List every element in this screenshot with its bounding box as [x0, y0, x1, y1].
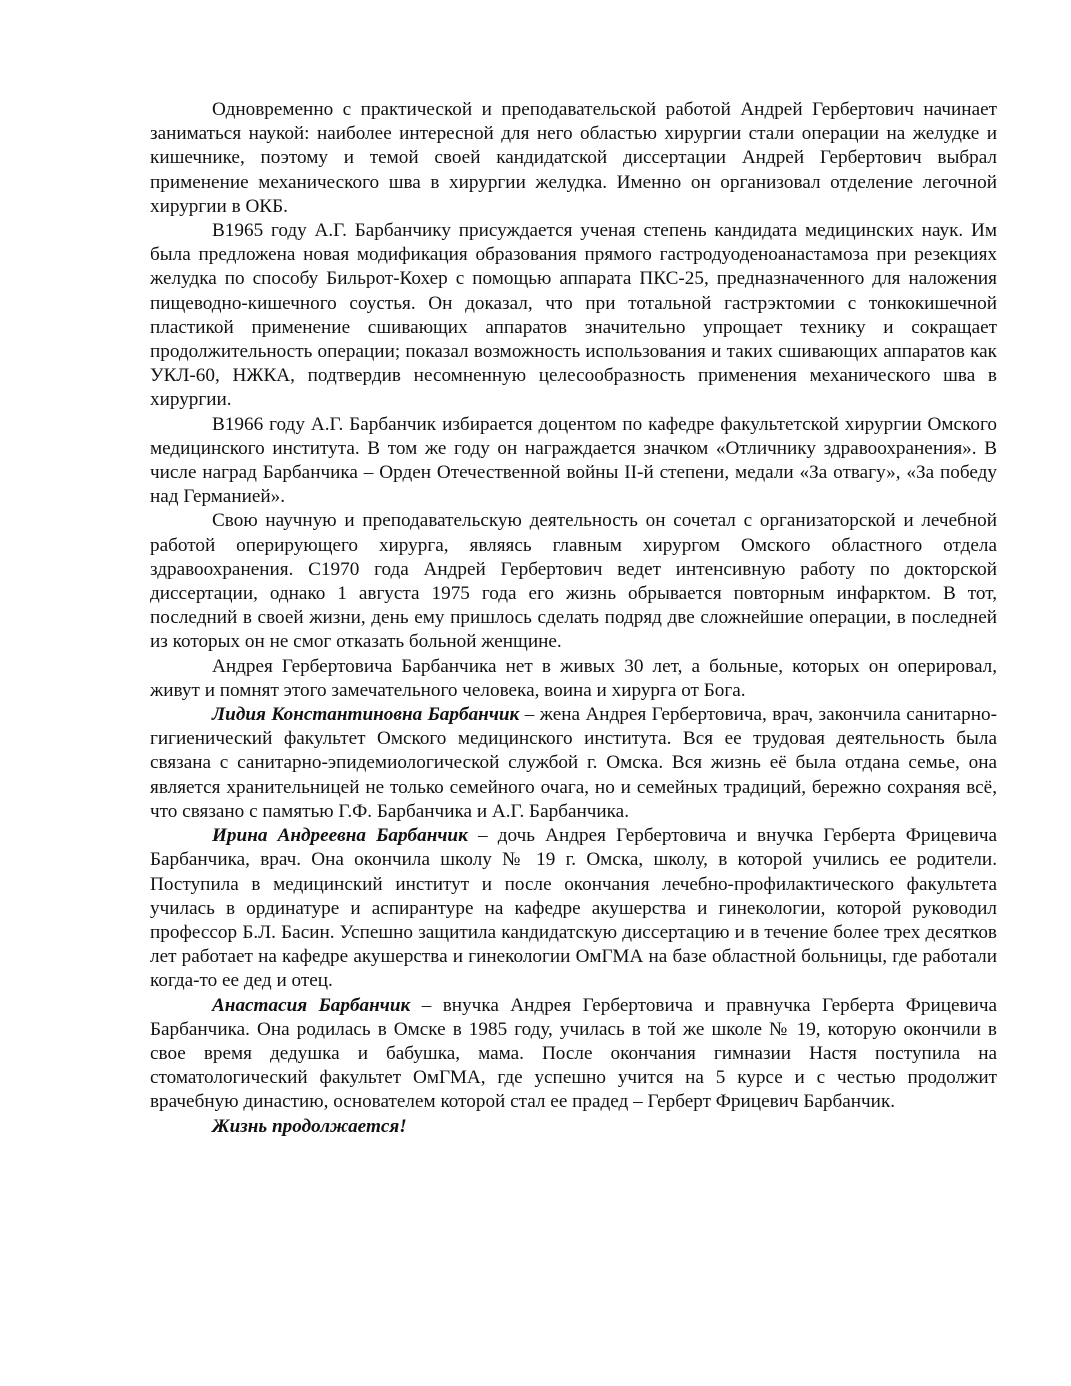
paragraph-lidia-text: – жена Андрея Гербертовича, врач, закончила санитарно-гигиенический факультет Омского медицинского института. Вся ее трудовая деятельность была связана с санитарно-эпидемиологической службой г. Омска. Вся жизнь её была отдана семье, она является хранительницей не только семейного очага, но и семейных традиций, бережно сохраняя всё, что связано с памятью Г.Ф. Барбанчика и А.Г. Барбанчика. — [150, 704, 998, 822]
paragraph-irina-text: – дочь Андрея Гербертовича и внучка Герберта Фрицевича Барбанчика, врач. Она окончила школу № 19 г. Омска, школу, в которой учились ее родители. Поступила в медицинский институт и после окончания лечебно-профилактического факультета училась в ординатуре и аспирантуре на кафедре акушерства и гинекологии, которой руководил профессор Б.Л. Басин. Успешно защитила кандидатскую диссертацию и в течение более трех десятков лет работает на кафедре акушерства и гинекологии ОмГМА на базе областной больницы, где работали когда-то ее дед и отец. — [150, 825, 997, 992]
paragraph-science-start: Одновременно с практической и преподавательской работой Андрей Гербертович начинает заниматься наукой: наиболее интересной для него областью хирургии стали операции на желудке и кишечнике, поэтому и темой своей кандидатской диссертации Андрей Гербертович выбрал применение механического шва в хирургии желудка. Именно он организовал отделение легочной хирургии в ОКБ. — [150, 99, 997, 217]
paragraph-anastasia — [150, 994, 997, 1115]
paragraph-candidate-degree: В1965 году А.Г. Барбанчику присуждается ученая степень кандидата медицинских наук. Им была предложена новая модификация образования прямого гастродуоденоанастамоза при резекциях желудка по способу Бильрот-Кохер с помощью аппарата ПКС-25, предназначенного для наложения пищеводно-кишечного соустья. Он доказал, что при тотальной гастрэктомии с тонкокишечной пластикой применение сшивающих аппаратов значительно упрощает технику и сокращает продолжительность операции; показал возможность использования и таких сшивающих аппаратов как УКЛ-60, НЖКА, подтвердив несомненную целесообразность применения механического шва в хирургии. — [150, 220, 997, 411]
paragraph-docent-awards: В1966 году А.Г. Барбанчик избирается доцентом по кафедре факультетской хирургии Омского медицинского института. В том же году он награждается значком «Отличнику здравоохранения». В числе наград Барбанчика – Орден Отечественной войны II-й степени, медали «За отвагу», «За победу над Германией». — [150, 413, 997, 508]
person-name-lidia: Лидия Константиновна Барбанчик — [212, 704, 520, 726]
paragraph-anastasia-text: – внучка Андрея Гербертовича и правнучка Герберта Фрицевича Барбанчика. Она родилась в Омске в 1985 году, училась в той же школе № 19, которую окончили в свое время дедушка и бабушка, мама. После окончания гимназии Настя поступила на стоматологический факультет ОмГМА, где успешно учится на 5 курсе и с честью продолжит врачебную династию, основателем которой стал ее прадед – Герберт Фрицевич Барбанчик. — [150, 994, 997, 1113]
person-name-irina: Ирина Андреевна Барбанчик — [212, 825, 468, 847]
closing-line: Жизнь продолжается! — [212, 1115, 407, 1137]
paragraph-lidia — [150, 703, 997, 824]
paragraph-doctoral-work: Свою научную и преподавательскую деятельность он сочетал с организаторской и лечебной работой оперирующего хирурга, являясь главным хирургом Омского областного отдела здравоохранения. С1970 года Андрей Гербертович ведет интенсивную работу по докторской диссертации, однако 1 августа 1975 года его жизнь обрывается повторным инфарктом. В тот, последний в своей жизни, день ему пришлось сделать подряд две сложнейшие операции, в последней из которых он не смог отказать больной женщине. — [150, 510, 997, 653]
document-page — [150, 98, 997, 1139]
paragraph-memory: Андрея Гербертовича Барбанчика нет в живых 30 лет, а больные, которых он оперировал, живут и помнят этого замечательного человека, воина и хирурга от Бога. — [150, 655, 997, 701]
person-name-anastasia: Анастасия Барбанчик — [212, 994, 411, 1016]
paragraph-irina — [150, 824, 997, 993]
